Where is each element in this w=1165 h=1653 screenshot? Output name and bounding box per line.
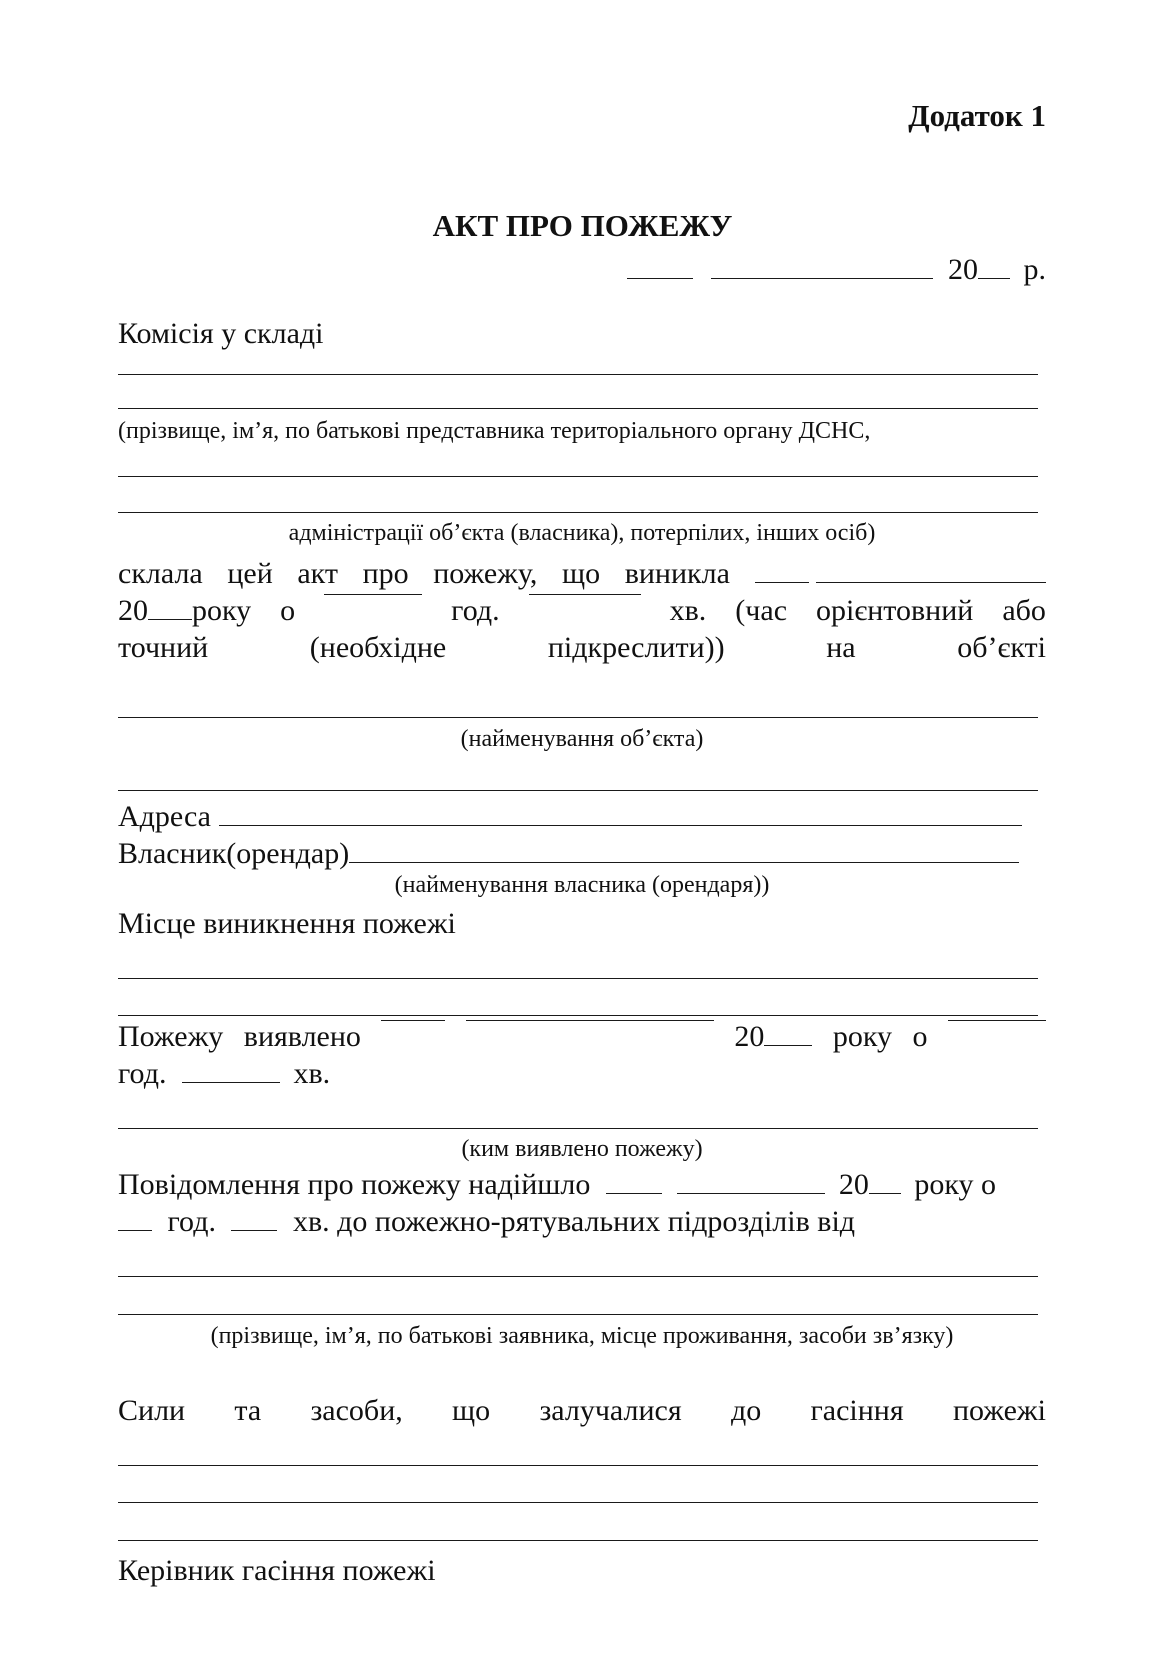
commission-hint-2: адміністрації об’єкта (власника), потерпілих, інших осіб)	[288, 520, 876, 546]
report-line	[118, 1167, 1046, 1203]
word: на	[826, 631, 856, 664]
fire-day-blank[interactable]	[755, 581, 809, 583]
detected-line	[118, 1019, 1046, 1055]
word: року	[832, 1020, 893, 1053]
word: що	[562, 557, 601, 590]
word: год.	[451, 594, 500, 627]
appendix-label: Додаток 1	[908, 98, 1046, 133]
report-text: Повідомлення про пожежу надійшло	[118, 1168, 591, 1201]
owner-label: Власник(орендар)	[118, 837, 350, 870]
object-hint: (найменування об’єкта)	[460, 726, 704, 752]
word: що	[452, 1394, 491, 1427]
word: точний	[118, 631, 209, 664]
word: пожежу,	[433, 557, 538, 590]
detected-minutes-blank[interactable]	[182, 1081, 280, 1083]
commission-blank-2[interactable]	[118, 408, 1038, 409]
year-prefix: 20	[734, 1020, 765, 1053]
date-line	[118, 252, 1046, 288]
address-label: Адреса	[118, 800, 211, 833]
fire-month-blank[interactable]	[816, 581, 1046, 583]
word: підкреслити))	[547, 631, 725, 664]
report-day-blank[interactable]	[606, 1192, 662, 1194]
word: про	[362, 557, 409, 590]
address-line	[118, 799, 1046, 835]
owner-line	[118, 836, 1046, 872]
leader-label: Керівник гасіння пожежі	[118, 1554, 436, 1587]
word: виникла	[624, 557, 730, 590]
word: о	[912, 1020, 928, 1053]
word: год.	[118, 1057, 167, 1090]
word: хв. до пожежно-рятувальних підрозділів від	[292, 1205, 856, 1238]
word: об’єкті	[957, 631, 1046, 664]
document-title: АКТ ПРО ПОЖЕЖУ	[432, 208, 733, 243]
word: засоби,	[310, 1394, 403, 1427]
detected-day-blank[interactable]	[381, 1019, 445, 1021]
word: орієнтовний	[816, 594, 974, 627]
word: хв.	[293, 1057, 331, 1090]
forces-blank-1[interactable]	[118, 1465, 1038, 1466]
word: року о	[914, 1168, 997, 1201]
forces-blank-3[interactable]	[118, 1540, 1038, 1541]
detected-month-blank[interactable]	[466, 1019, 714, 1021]
origin-blank-2[interactable]	[118, 1015, 1038, 1016]
word: (необхідне	[309, 631, 447, 664]
time-line	[118, 593, 1046, 629]
word: Пожежу	[118, 1020, 224, 1053]
report-time-line	[118, 1204, 1046, 1240]
word: склала	[118, 557, 203, 590]
fire-hours-blank[interactable]	[324, 593, 422, 595]
object-blank-2[interactable]	[118, 790, 1038, 791]
reporter-blank-2[interactable]	[118, 1314, 1038, 1315]
fire-date-blanks	[755, 556, 1047, 592]
word: та	[234, 1394, 262, 1427]
exact-line	[118, 630, 1046, 666]
reporter-blank-1[interactable]	[118, 1276, 1038, 1277]
fire-year-blank[interactable]	[148, 618, 192, 620]
detected-year-blank[interactable]	[764, 1044, 812, 1046]
word: Сили	[118, 1394, 186, 1427]
year-prefix: 20	[948, 253, 978, 286]
fire-year	[118, 593, 251, 629]
year-blank[interactable]	[978, 277, 1010, 279]
object-blank[interactable]	[118, 717, 1038, 718]
day-blank[interactable]	[627, 277, 693, 279]
address-blank[interactable]	[219, 824, 1022, 826]
report-month-blank[interactable]	[677, 1192, 825, 1194]
word: або	[1002, 594, 1046, 627]
word: год.	[167, 1205, 216, 1238]
word: гасіння	[810, 1394, 904, 1427]
year-suffix: р.	[1023, 253, 1046, 286]
owner-hint: (найменування власника (орендаря))	[394, 872, 770, 898]
forces-blank-2[interactable]	[118, 1502, 1038, 1503]
year-prefix: 20	[118, 594, 148, 627]
origin-blank-1[interactable]	[118, 978, 1038, 979]
fire-minutes-blank[interactable]	[529, 593, 641, 595]
detected-by-blank[interactable]	[118, 1128, 1038, 1129]
word: хв.	[669, 594, 707, 627]
detected-hours-blank[interactable]	[948, 1019, 1046, 1021]
year-prefix: 20	[838, 1168, 869, 1201]
forces-line	[118, 1393, 1046, 1429]
commission-blank-4[interactable]	[118, 512, 1038, 513]
report-year-blank[interactable]	[869, 1192, 901, 1194]
word: пожежі	[952, 1394, 1046, 1427]
word: виявлено	[243, 1020, 361, 1053]
month-blank[interactable]	[711, 277, 933, 279]
word: о	[280, 594, 296, 627]
year-word: року	[192, 594, 252, 627]
word: акт	[297, 557, 338, 590]
word: залучалися	[539, 1394, 682, 1427]
detected-time-line	[118, 1056, 1046, 1092]
commission-blank-3[interactable]	[118, 476, 1038, 477]
commission-blank-1[interactable]	[118, 374, 1038, 375]
detected-hint: (ким виявлено пожежу)	[461, 1136, 703, 1162]
origin-label: Місце виникнення пожежі	[118, 907, 456, 940]
word: до	[730, 1394, 762, 1427]
report-minutes-blank[interactable]	[231, 1229, 277, 1231]
report-hours-blank[interactable]	[118, 1229, 152, 1231]
commission-hint-1: (прізвище, ім’я, по батькові представника територіального органу ДСНС,	[118, 418, 871, 444]
word: цей	[227, 557, 273, 590]
owner-blank[interactable]	[349, 861, 1019, 863]
detected-year	[734, 1019, 812, 1055]
reporter-hint: (прізвище, ім’я, по батькові заявника, місце проживання, засоби зв’язку)	[210, 1323, 954, 1349]
composed-line	[118, 556, 1046, 592]
commission-label: Комісія у складі	[118, 317, 324, 350]
word: (час	[735, 594, 788, 627]
